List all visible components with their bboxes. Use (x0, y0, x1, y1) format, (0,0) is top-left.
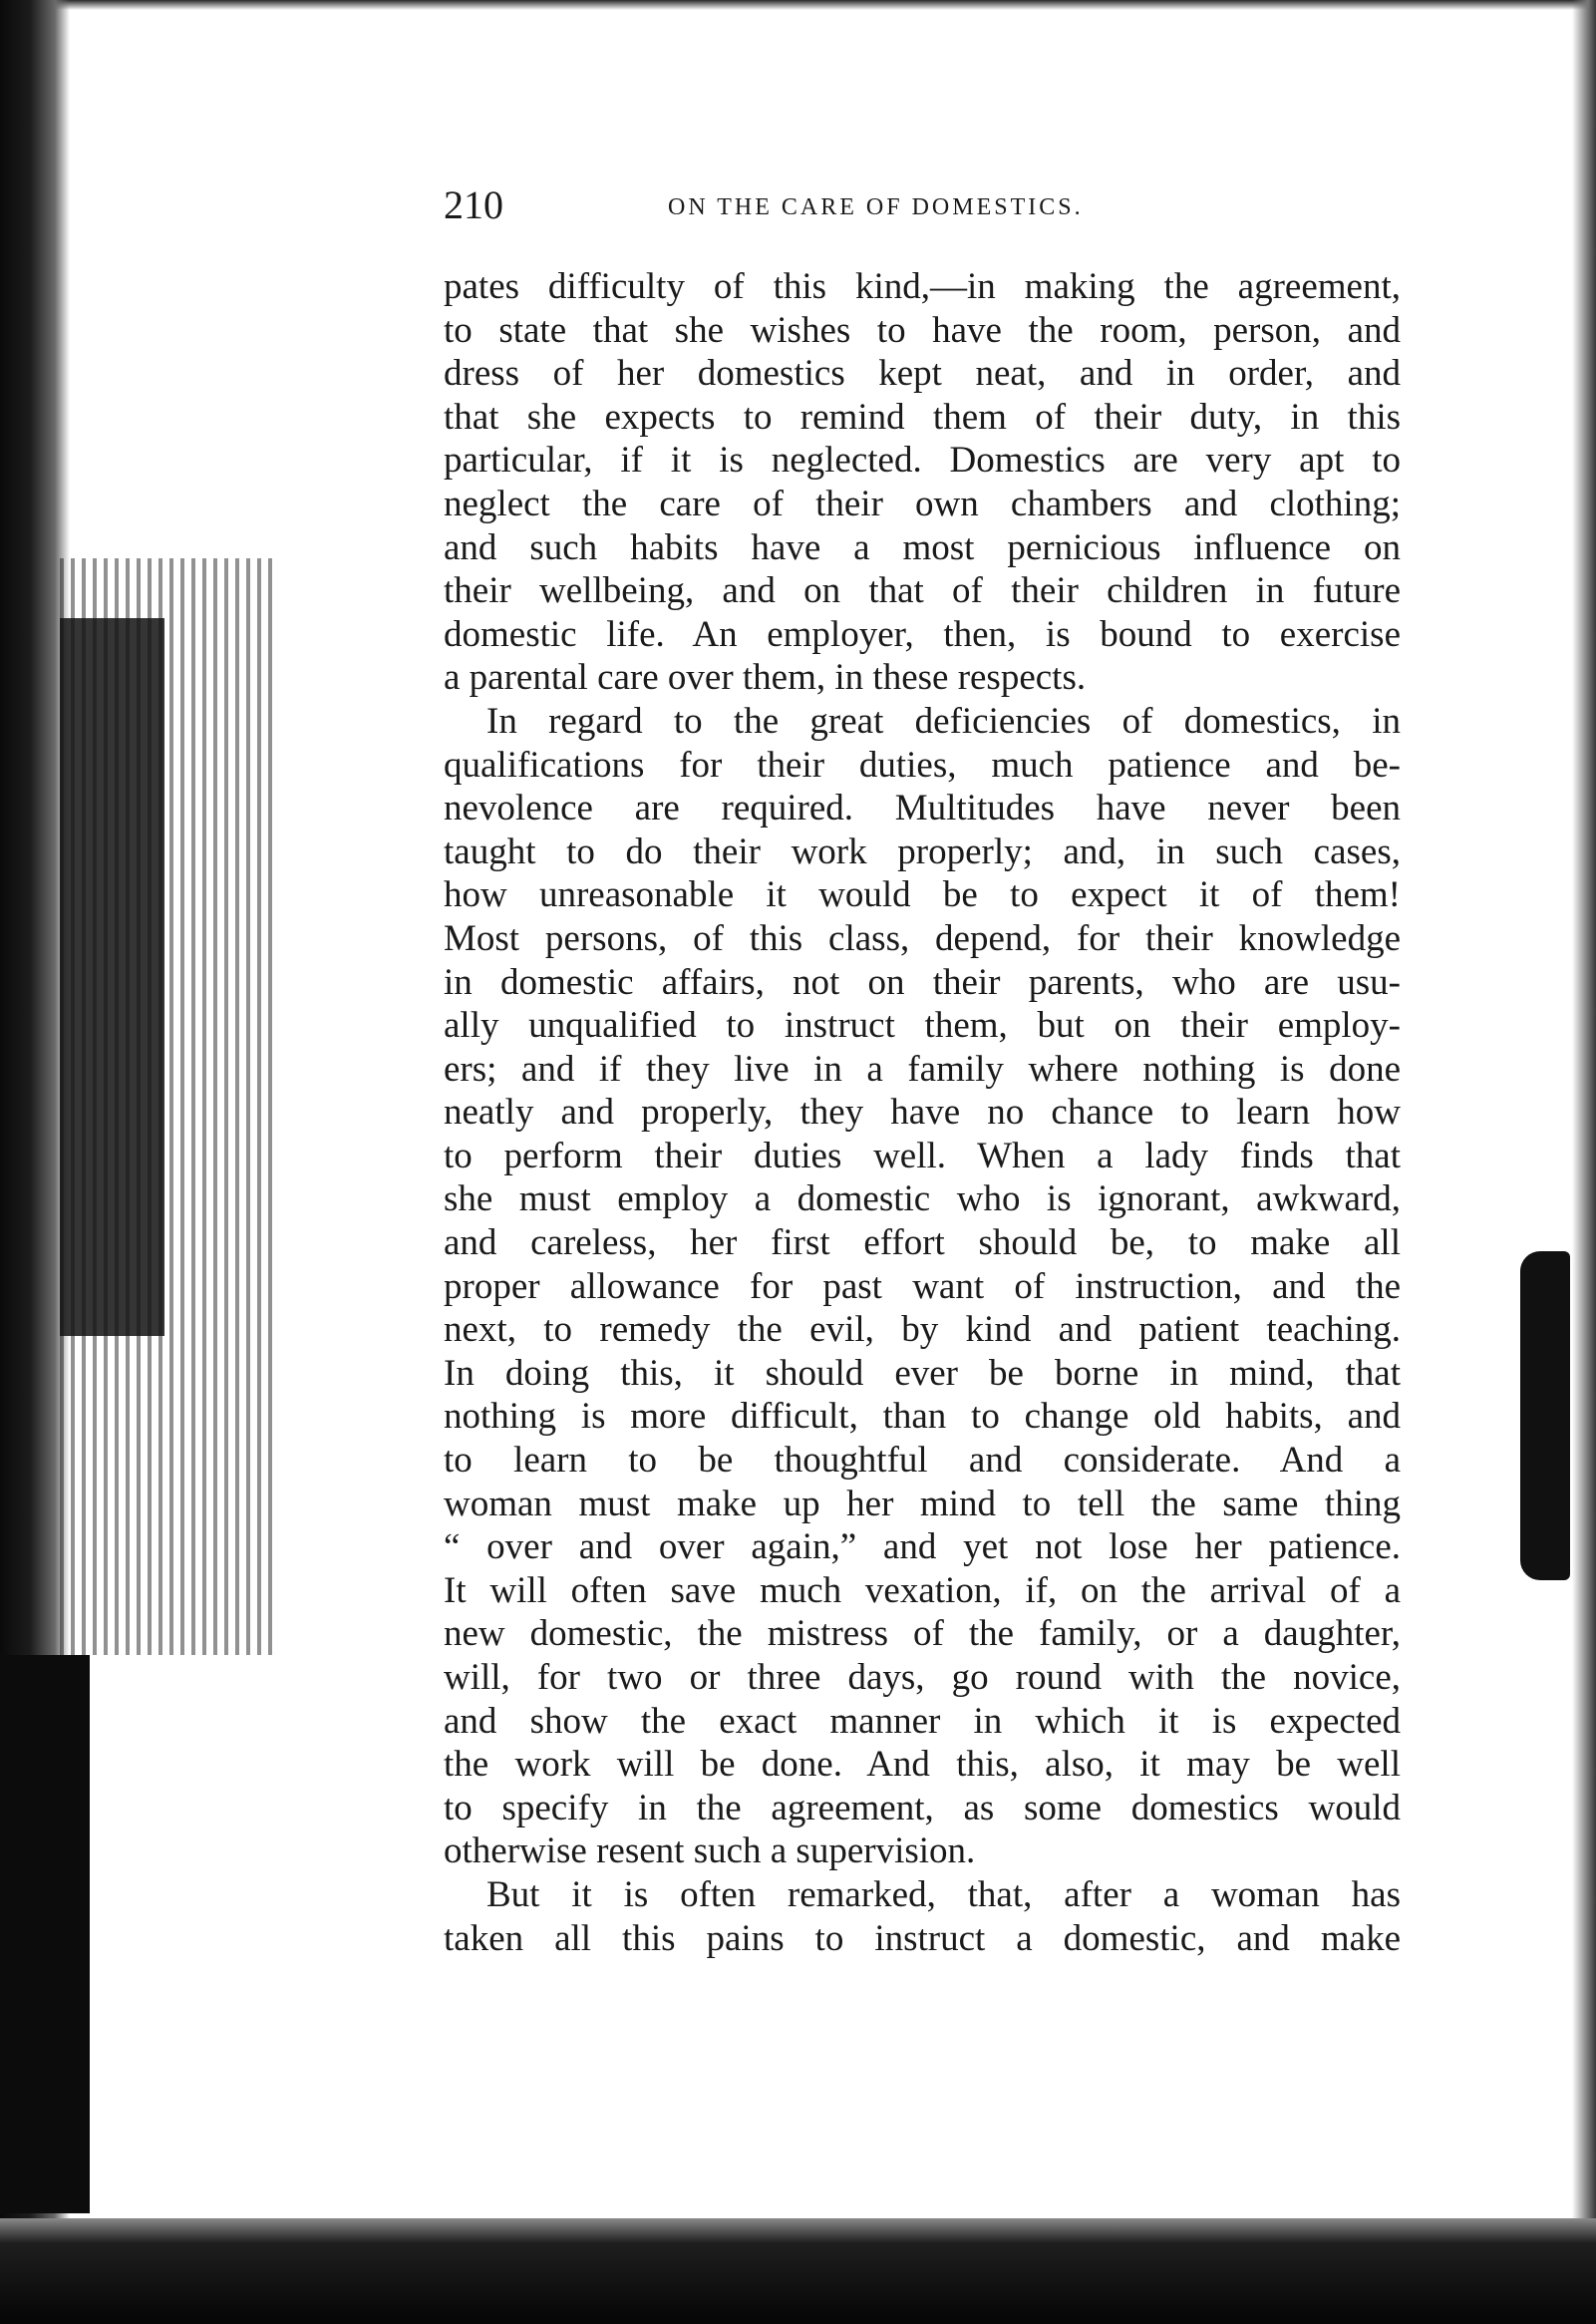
text-line: Most persons, of this class, depend, for their knowledge (444, 917, 1401, 959)
scan-shadow-left-bottom (0, 1655, 90, 2213)
text-line: nothing is more difficult, than to change old habits, and (444, 1396, 1401, 1438)
scan-shadow-left (60, 618, 164, 1336)
text-line: pates difficulty of this kind,—in making the agreement, (444, 266, 1401, 307)
text-line: qualifications for their duties, much patience and be- (444, 744, 1401, 786)
text-line: neatly and properly, they have no chance to learn how (444, 1092, 1401, 1134)
text-line: domestic life. An employer, then, is bound to exercise (444, 613, 1401, 655)
text-line: will, for two or three days, go round with the novice, (444, 1657, 1401, 1698)
running-head (444, 181, 1401, 241)
text-line: to perform their duties well. When a lady finds that (444, 1135, 1401, 1176)
page-number: 210 (444, 182, 503, 227)
text-line: how unreasonable it would be to expect it of them! (444, 874, 1401, 916)
text-line: to state that she wishes to have the room, person, and (444, 309, 1401, 351)
text-line: In regard to the great deficiencies of domestics, in (486, 700, 1401, 742)
text-line: ally unqualified to instruct them, but on their employ- (444, 1005, 1401, 1047)
text-line: in domestic affairs, not on their parents, who are usu- (444, 961, 1401, 1003)
text-line: neglect the care of their own chambers and clothing; (444, 483, 1401, 524)
text-line: new domestic, the mistress of the family, or a daughter, (444, 1613, 1401, 1655)
text-line: ers; and if they live in a family where nothing is done (444, 1048, 1401, 1090)
scan-blot-right (1520, 1251, 1570, 1580)
text-line: and show the exact manner in which it is expected (444, 1700, 1401, 1742)
text-line: their wellbeing, and on that of their children in future (444, 570, 1401, 612)
text-line: It will often save much vexation, if, on the arrival of a (444, 1569, 1401, 1611)
text-line: woman must make up her mind to tell the same thing (444, 1483, 1401, 1524)
text-line: In doing this, it should ever be borne in mind, that (444, 1352, 1401, 1394)
text-line: a parental care over them, in these respects. (444, 657, 1087, 699)
text-line: dress of her domestics kept neat, and in order, and (444, 353, 1401, 395)
text-line: taught to do their work properly; and, in such cases, (444, 830, 1401, 872)
text-line: taken all this pains to instruct a domestic, and make (444, 1917, 1401, 1959)
text-line: the work will be done. And this, also, it may be well (444, 1744, 1401, 1786)
text-line: to learn to be thoughtful and considerate. And a (444, 1440, 1401, 1482)
text-line: particular, if it is neglected. Domestics are very apt to (444, 440, 1401, 482)
text-line: otherwise resent such a supervision. (444, 1830, 976, 1872)
text-line: to specify in the agreement, as some domestics would (444, 1787, 1401, 1828)
text-line: she must employ a domestic who is ignorant, awkward, (444, 1178, 1401, 1220)
scan-edge-right (1572, 0, 1596, 2324)
text-line: But it is often remarked, that, after a woman has (486, 1873, 1401, 1915)
text-line: and such habits have a most pernicious influence on (444, 526, 1401, 568)
text-line: proper allowance for past want of instruction, and the (444, 1265, 1401, 1307)
body-text (444, 265, 1401, 1960)
text-line: “ over and over again,” and yet not lose her patience. (444, 1526, 1401, 1568)
text-line: that she expects to remind them of their duty, in this (444, 396, 1401, 438)
scan-edge-bottom (0, 2218, 1596, 2324)
running-title: ON THE CARE OF DOMESTICS. (668, 194, 1084, 220)
text-line: next, to remedy the evil, by kind and patient teaching. (444, 1309, 1401, 1351)
text-line: and careless, her first effort should be, to make all (444, 1222, 1401, 1264)
text-line: nevolence are required. Multitudes have never been (444, 788, 1401, 830)
scan-edge-top (0, 0, 1596, 10)
